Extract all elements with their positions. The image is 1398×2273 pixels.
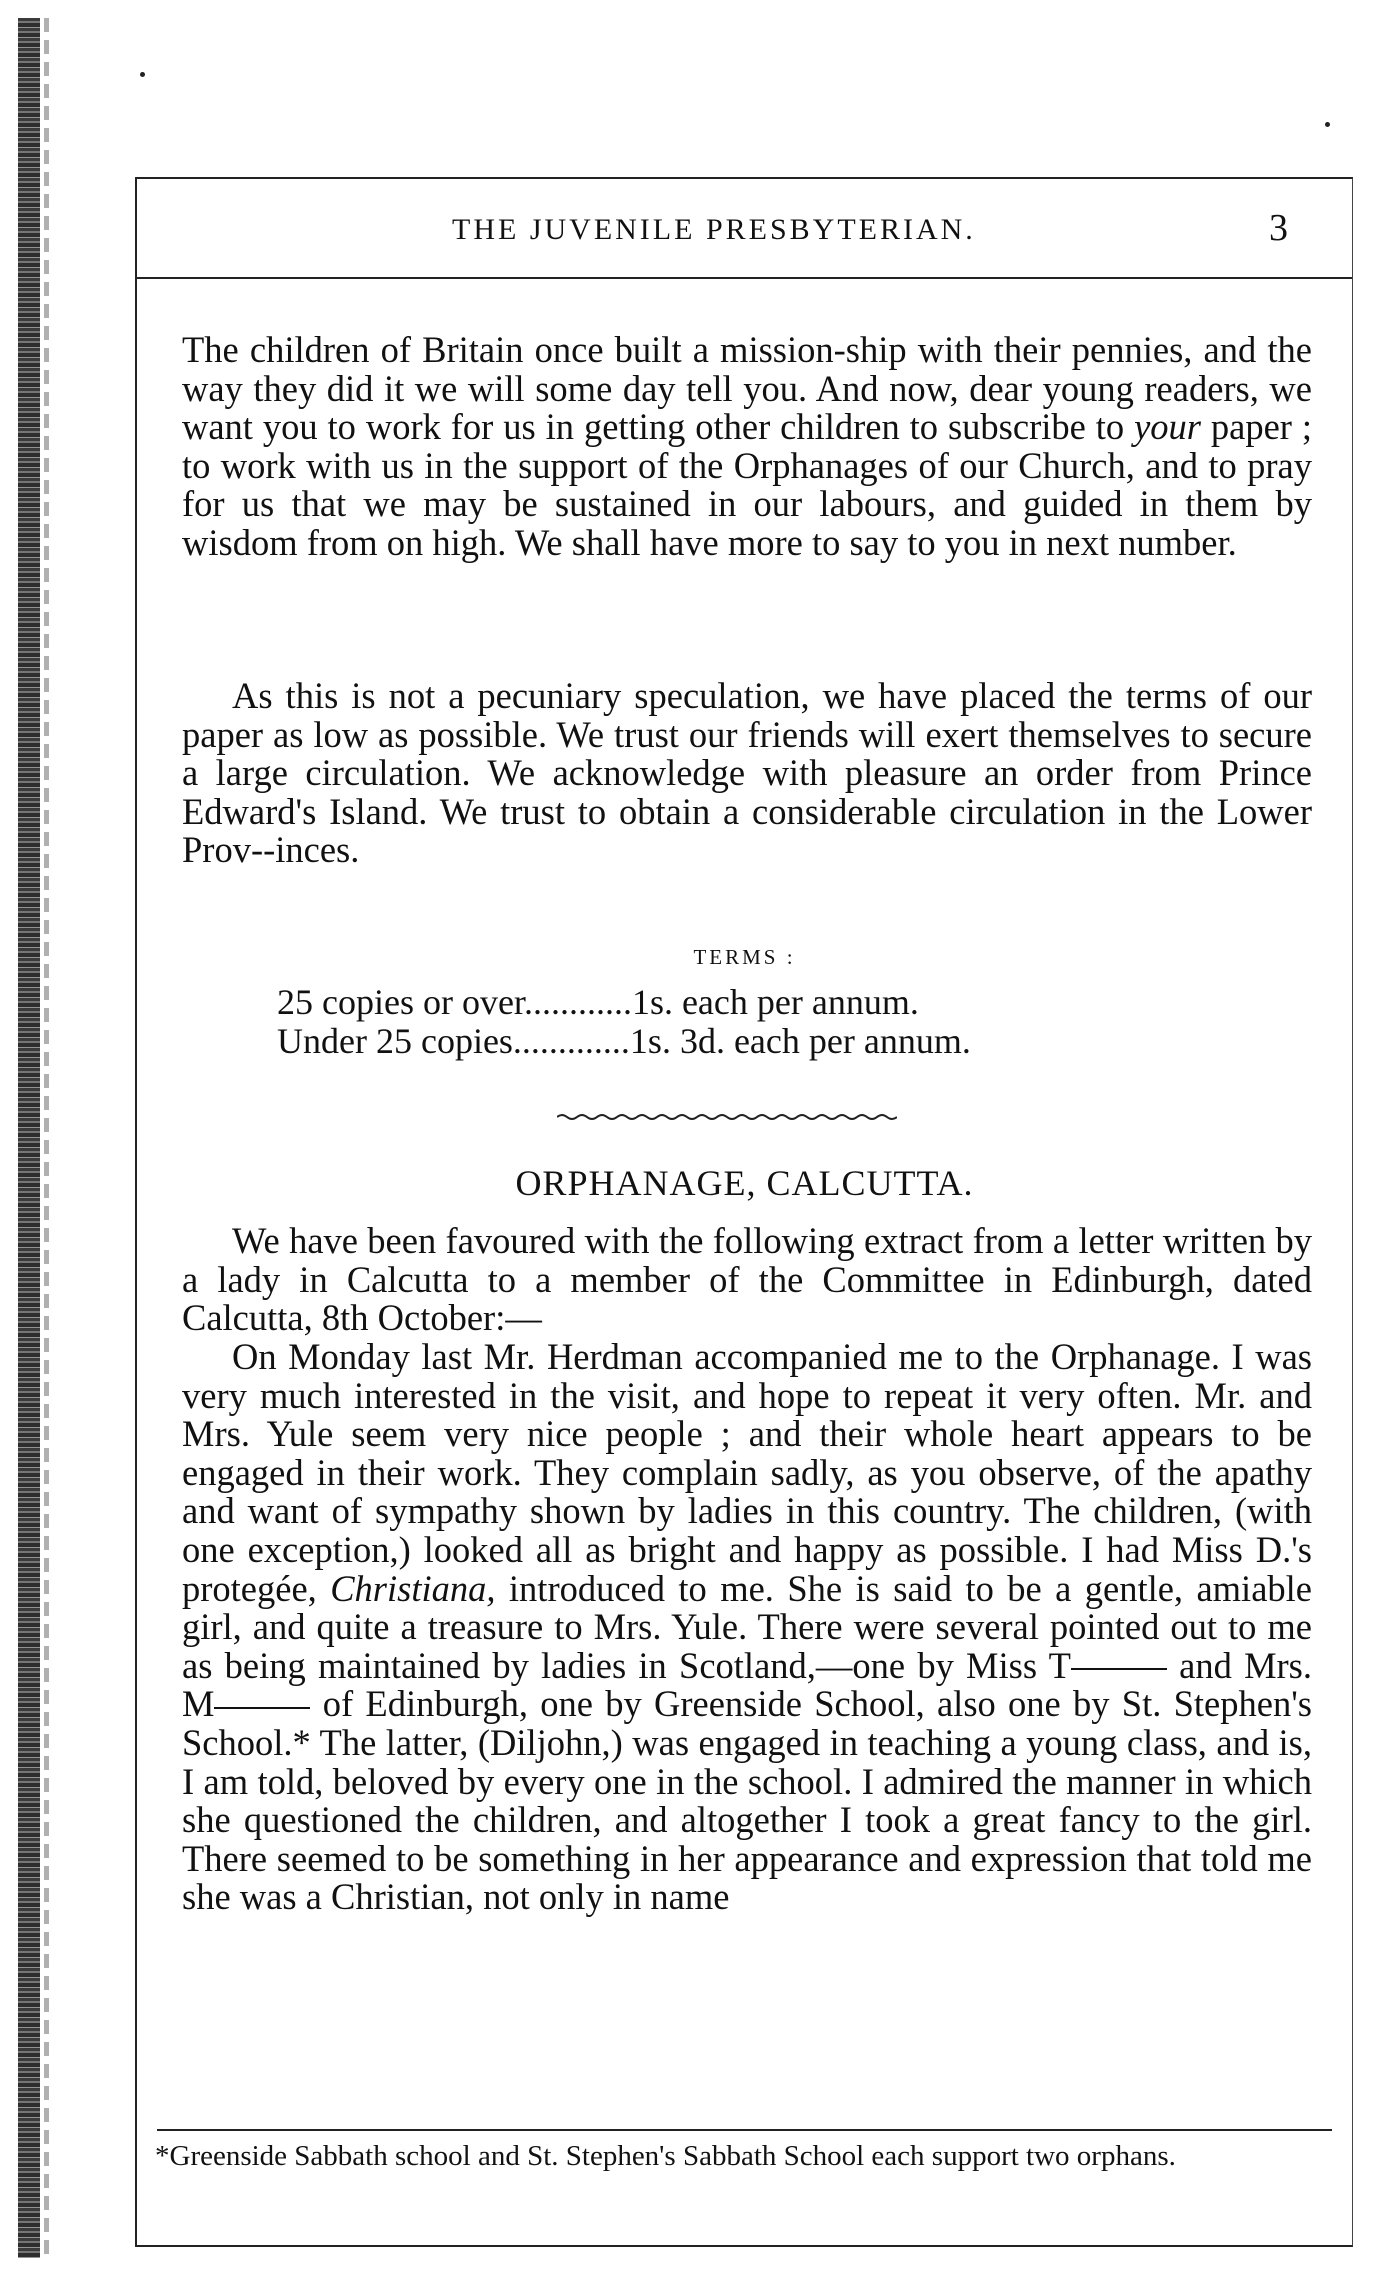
intro-paragraph-1-text: The children of Britain once built a mission-ship with their pennies, and the way they did it we will some day tell you. And now, dear young readers, we want you to work for us in getting other children to subscribe to	[182, 329, 1312, 448]
footnote: *Greenside Sabbath school and St. Stephen's Sabbath School each support two orphans.	[155, 2140, 1176, 2172]
terms-row: 25 copies or over............1s. each per annum.	[277, 982, 919, 1022]
intro-paragraph-1-text-end: paper ; to work with us in the support of the Orphanages of our Church, and to pray for us that we may be sustained in our labours, and guided in them by wisdom from on high. We shall have more to say to you in next number.	[182, 406, 1313, 563]
terms-row: Under 25 copies.............1s. 3d. each per annum.	[277, 1021, 971, 1061]
running-head	[137, 179, 1352, 279]
terms-heading: TERMS :	[693, 945, 796, 969]
page-frame	[135, 177, 1353, 2247]
page-number: 3	[1269, 207, 1288, 249]
section-paragraph-2-text: introduced to me. She is said to be a gentle, amiable girl, and quite a treasure to Mrs. Yule. There were several pointed out to me as being maintained by ladies in Scotland,—one by Miss T	[182, 1567, 1312, 1686]
protegee-name: Christiana,	[330, 1567, 496, 1609]
section-paragraph-2	[182, 1338, 1312, 1917]
section-paragraph-2-text: On Monday last Mr. Herdman accompanied me to the Orphanage. I was very much interested in the visit, and hope to repeat it very often. Mr. and Mrs. Yule seem very nice people ; and their whole heart appears to be engaged in their work. They complain sadly, as you observe, of the apathy and want of sympathy shown by ladies in this country. The children, (with one exception,) looked all as bright and happy as possible. I had Miss D.'s protegée,	[182, 1336, 1312, 1609]
name-blank-dash	[1071, 1668, 1167, 1670]
intro-paragraph-1-italic: your	[1134, 406, 1201, 448]
intro-paragraph-2: As this is not a pecuniary speculation, we have placed the terms of our paper as low as possible. We trust our friends will exert themselves to secure a large circulation. We acknowledge with pleasure an order from Prince Edward's Island. We trust to obtain a considerable circulation in the Lower Prov--inces.	[182, 675, 1312, 871]
section-paragraph-1: We have been favoured with the following extract from a letter written by a lady in Calcutta to a member of the Committee in Edinburgh, dated Calcutta, 8th October:—	[182, 1220, 1312, 1339]
print-speck	[1325, 122, 1330, 127]
section-heading: ORPHANAGE, CALCUTTA.	[515, 1163, 974, 1203]
wavy-separator	[557, 1112, 897, 1122]
section-paragraph-2-text: and Mrs. M	[182, 1644, 1313, 1725]
binding-edge	[18, 18, 40, 2258]
print-speck	[140, 72, 145, 77]
section-paragraph-2-text: of Edinburgh, one by Greenside School, also one by St. Stephen's School.* The latter, (Diljohn,) was engaged in teaching a young class, and is, I am told, beloved by every one in the school. I admired the manner in which she questioned the children, and altogether I took a great fancy to the girl. There seemed to be something in her appearance and expression that told me she was a Christian, not only in name	[182, 1683, 1312, 1918]
name-blank-dash	[214, 1707, 310, 1709]
journal-title: THE JUVENILE PRESBYTERIAN.	[452, 213, 976, 246]
binding-shadow	[44, 18, 49, 2258]
intro-paragraph-1	[182, 331, 1312, 563]
footnote-rule	[157, 2129, 1332, 2131]
